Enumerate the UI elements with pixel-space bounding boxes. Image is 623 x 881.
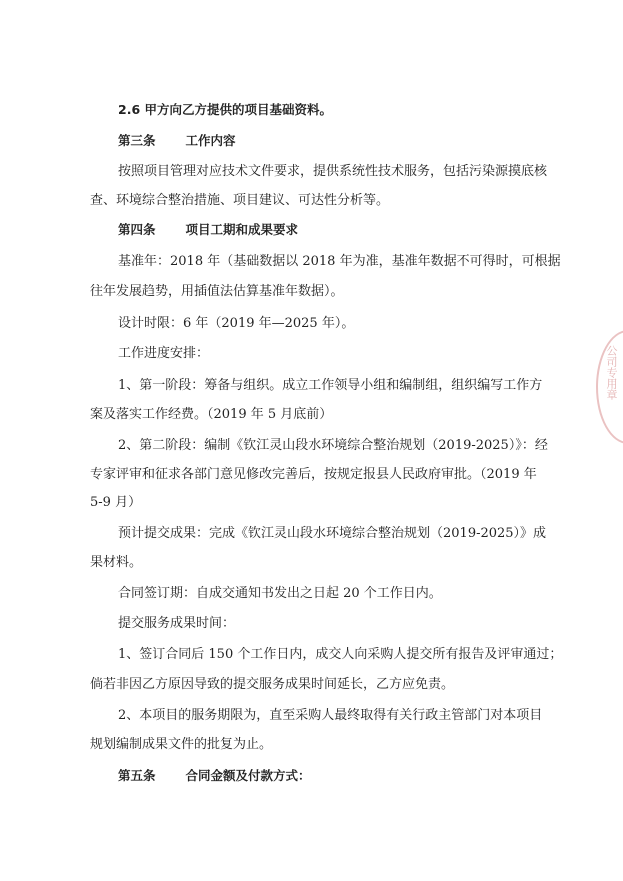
delivery-item-1-line-1: 1、签订合同后 150 个工作日内，成交人向采购人提交所有报告及评审通过； xyxy=(118,647,563,662)
article-3-number: 第三条 xyxy=(118,133,156,148)
company-seal-text: 公司专用章 xyxy=(605,345,618,400)
article-3-title: 工作内容 xyxy=(185,133,236,148)
schedule-heading: 工作进度安排： xyxy=(118,346,210,361)
article-4-title: 项目工期和成果要求 xyxy=(185,222,299,237)
article-5-title: 合同金额及付款方式： xyxy=(185,768,311,783)
article-4-heading xyxy=(118,222,298,238)
phase-1-line-2: 案及落实工作经费。（2019 年 5 月底前） xyxy=(90,407,333,422)
section-2-6: 2.6 甲方向乙方提供的项目基础资料。 xyxy=(118,102,332,117)
phase-1-line-1: 1、第一阶段：筹备与组织。成立工作领导小组和编制组，组织编写工作方 xyxy=(118,378,543,393)
expected-result-line-1: 预计提交成果：完成《钦江灵山段水环境综合整治规划（2019-2025）》成 xyxy=(118,526,547,541)
contract-signing-period: 合同签订期：自成交通知书发出之日起 20 个工作日内。 xyxy=(118,586,442,601)
article-3-heading xyxy=(118,133,236,149)
delivery-item-2-line-1: 2、本项目的服务期限为，直至采购人最终取得有关行政主管部门对本项目 xyxy=(118,708,543,723)
article-5-heading xyxy=(118,768,311,784)
delivery-time-heading: 提交服务成果时间： xyxy=(118,616,236,631)
base-year-line-1: 基准年：2018 年（基础数据以 2018 年为准，基准年数据不可得时，可根据 xyxy=(118,254,561,269)
phase-2-line-1: 2、第二阶段：编制《钦江灵山段水环境综合整治规划（2019-2025）》：经 xyxy=(118,438,548,453)
article-3-text-line-1: 按照项目管理对应技术文件要求，提供系统性技术服务，包括污染源摸底核 xyxy=(118,164,548,179)
article-3-text-line-2: 查、环境综合整治措施、项目建议、可达性分析等。 xyxy=(90,193,390,208)
phase-2-line-3: 5-9 月） xyxy=(90,495,142,510)
delivery-item-1-line-2: 倘若非因乙方原因导致的提交服务成果时间延长，乙方应免责。 xyxy=(90,677,455,692)
delivery-item-2-line-2: 规划编制成果文件的批复为止。 xyxy=(90,737,273,752)
article-5-number: 第五条 xyxy=(118,768,156,783)
base-year-line-2: 往年发展趋势，用插值法估算基准年数据）。 xyxy=(90,284,344,299)
article-4-number: 第四条 xyxy=(118,222,156,237)
design-period: 设计时限：6 年（2019 年—2025 年）。 xyxy=(118,316,355,331)
phase-2-line-2: 专家评审和征求各部门意见修改完善后，按规定报县人民政府审批。（2019 年 xyxy=(90,467,537,482)
expected-result-line-2: 果材料。 xyxy=(90,555,143,570)
